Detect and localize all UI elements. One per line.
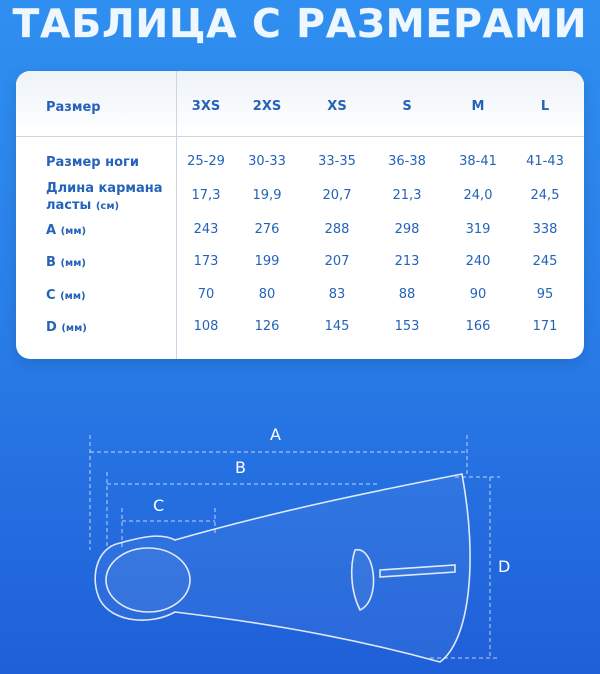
table-cell: 207 bbox=[324, 254, 350, 269]
label-c: C bbox=[153, 496, 165, 515]
table-cell: 20,7 bbox=[322, 188, 352, 203]
table-cell: 95 bbox=[536, 287, 554, 302]
size-column-header: XS bbox=[327, 99, 347, 114]
table-cell: 145 bbox=[324, 319, 350, 334]
row-label-line2 bbox=[46, 197, 163, 215]
table-cell: 24,0 bbox=[463, 188, 493, 203]
row-label-text: Размер ноги bbox=[46, 155, 139, 170]
row-unit: (мм) bbox=[60, 291, 86, 302]
size-column-header: M bbox=[471, 99, 485, 114]
row-label bbox=[46, 254, 86, 272]
table-cell: 171 bbox=[532, 319, 558, 334]
row-label bbox=[46, 180, 163, 215]
row-label bbox=[46, 319, 87, 337]
row-label-line2-text: ласты bbox=[46, 198, 92, 213]
row-label-text: B bbox=[46, 255, 56, 270]
page-title: ТАБЛИЦА С РАЗМЕРАМИ bbox=[12, 2, 588, 47]
table-cell: 213 bbox=[394, 254, 420, 269]
table-cell: 338 bbox=[532, 222, 558, 237]
table-cell: 24,5 bbox=[530, 188, 560, 203]
size-header-label: Размер bbox=[46, 100, 101, 115]
row-label bbox=[46, 222, 86, 240]
table-cell: 108 bbox=[193, 319, 219, 334]
size-column-header: 2XS bbox=[252, 99, 282, 114]
table-cell: 90 bbox=[469, 287, 487, 302]
table-cell: 173 bbox=[193, 254, 219, 269]
row-label-text: A bbox=[46, 223, 57, 238]
table-cell: 199 bbox=[254, 254, 280, 269]
table-cell: 166 bbox=[465, 319, 491, 334]
table-cell: 25-29 bbox=[187, 154, 225, 169]
row-label-text: C bbox=[46, 288, 56, 303]
table-cell: 21,3 bbox=[392, 188, 422, 203]
table-cell: 30-33 bbox=[248, 154, 286, 169]
size-table bbox=[16, 71, 584, 359]
table-cell: 41-43 bbox=[526, 154, 564, 169]
header-divider bbox=[16, 136, 584, 137]
size-column-header: 3XS bbox=[191, 99, 221, 114]
table-cell: 36-38 bbox=[388, 154, 426, 169]
column-divider bbox=[176, 71, 177, 359]
table-cell: 298 bbox=[394, 222, 420, 237]
table-cell: 19,9 bbox=[252, 188, 282, 203]
label-d: D bbox=[498, 557, 511, 576]
label-a: A bbox=[270, 425, 281, 444]
row-unit: (мм) bbox=[60, 226, 87, 237]
table-cell: 240 bbox=[465, 254, 491, 269]
row-label-line1: Длина кармана bbox=[46, 181, 163, 196]
table-cell: 243 bbox=[193, 222, 219, 237]
table-cell: 38-41 bbox=[459, 154, 497, 169]
row-unit: (мм) bbox=[60, 258, 86, 269]
table-cell: 153 bbox=[394, 319, 420, 334]
fin-diagram bbox=[0, 400, 600, 674]
size-column-header: S bbox=[402, 99, 412, 114]
row-label-text: D bbox=[46, 320, 57, 335]
table-cell: 319 bbox=[465, 222, 491, 237]
row-label bbox=[46, 287, 86, 305]
label-b: B bbox=[235, 458, 246, 477]
table-cell: 70 bbox=[197, 287, 215, 302]
table-cell: 126 bbox=[254, 319, 280, 334]
foot-pocket-outline bbox=[106, 548, 190, 612]
table-cell: 83 bbox=[328, 287, 346, 302]
table-cell: 33-35 bbox=[318, 154, 356, 169]
table-cell: 88 bbox=[398, 287, 416, 302]
row-unit: (см) bbox=[95, 201, 120, 212]
table-cell: 288 bbox=[324, 222, 350, 237]
table-cell: 80 bbox=[258, 287, 276, 302]
table-cell: 17,3 bbox=[191, 188, 221, 203]
row-unit: (мм) bbox=[61, 323, 87, 334]
table-cell: 245 bbox=[532, 254, 558, 269]
size-column-header: L bbox=[540, 99, 550, 114]
table-cell: 276 bbox=[254, 222, 280, 237]
row-label bbox=[46, 154, 139, 171]
